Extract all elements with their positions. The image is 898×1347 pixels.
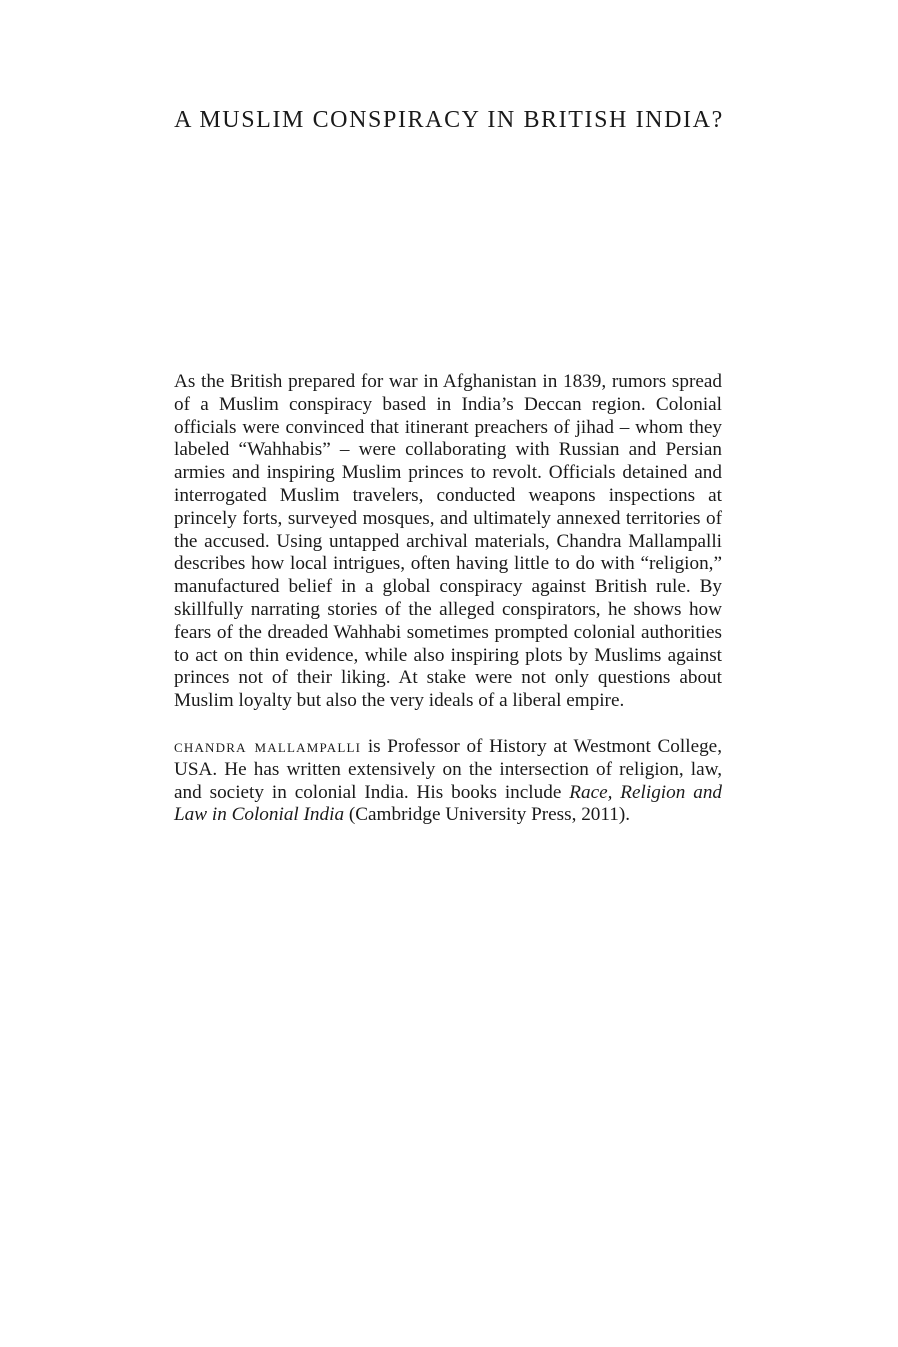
book-title: Race, Religion and Law in Colonial India — [174, 781, 723, 826]
author-bio — [174, 736, 722, 827]
author-name: chandra mallampalli — [174, 735, 362, 757]
book-blurb — [174, 371, 722, 827]
author-bio-text-b: (Cambridge University Press, 2011). — [344, 804, 631, 826]
author-bio-text-a: is Professor of History at Westmont College, USA. He has written extensively on the intersection of religion, law, and society in colonial India. His books include — [174, 735, 722, 803]
page-title: A MUSLIM CONSPIRACY IN BRITISH INDIA? — [174, 107, 724, 133]
description-paragraph: As the British prepared for war in Afghanistan in 1839, rumors spread of a Muslim conspiracy based in India’s Deccan region. Colonial officials were convinced that itinerant preachers of jihad – whom they labeled “Wahhabis” – were collaborating with Russian and Persian armies and inspiring Muslim princes to revolt. Officials detained and interrogated Muslim travelers, conducted weapons inspections at princely forts, surveyed mosques, and ultimately annexed territories of the accused. Using untapped archival materials, Chandra Mallampalli describes how local intrigues, often having little to do with “religion,” manufactured belief in a global conspiracy against British rule. By skillfully narrating stories of the alleged conspirators, he shows how fears of the dreaded Wahhabi sometimes prompted colonial authorities to act on thin evidence, while also inspiring plots by Muslims against princes not of their liking. At stake were not only questions about Muslim loyalty but also the very ideals of a liberal empire. — [174, 371, 722, 712]
